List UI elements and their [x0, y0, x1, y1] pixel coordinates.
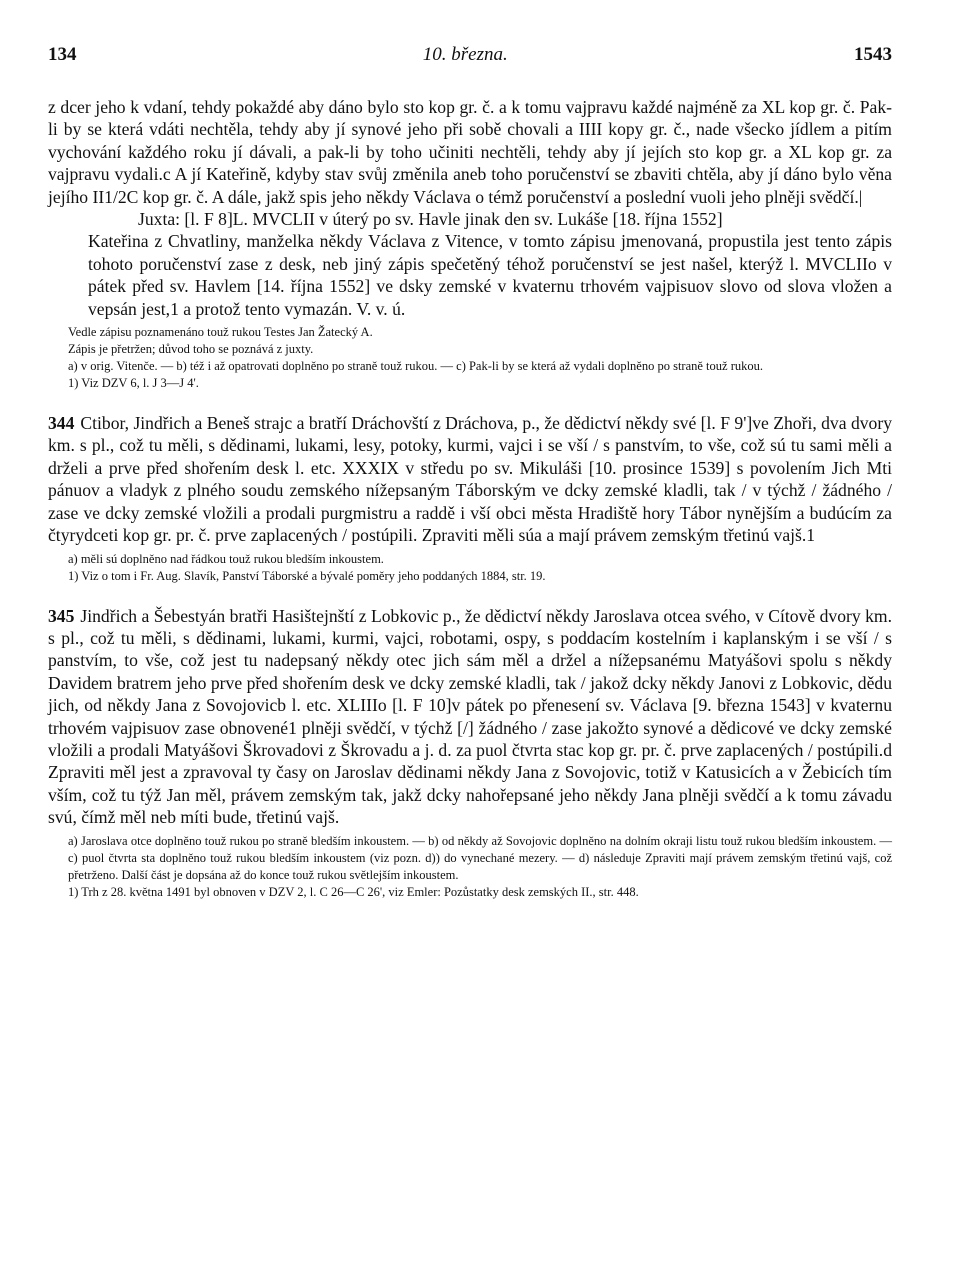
footnote-number: 1) Viz DZV 6, l. J 3—J 4'. [68, 376, 199, 391]
page [48, 44, 892, 901]
running-year: 1543 [853, 44, 892, 65]
editorial-note: Zápis je přetržen; důvod toho se poznává z juxty. [68, 342, 314, 357]
running-title: 10. března. [422, 44, 508, 65]
footnote-letter: a) v orig. Vitenče. — b) též i až opatrovati doplněno po straně touž rukou. — c) Pak-li by se která až vydali doplněno po straně touž rukou. [68, 359, 763, 374]
juxta-text: Kateřina z Chvatliny, manželka někdy Václava z Vitence, v tomto zápisu jmenovaná, propustila jest tento zápis tohoto poručenství zase z desk, neb jiný zápis spečetěný téhož poručenství se jest našel, kterýž l. MVCLIIo v pátek před sv. Havlem [14. října 1552] ve dsky zemské v kvaternu trhovém vajpisuov slovo od slova vložen a vepsán jest,1 a protož tento vymazán. V. v. ú. [88, 231, 892, 319]
entry-345 [48, 605, 892, 901]
footnote-number: 1) Trh z 28. května 1491 byl obnoven v DZV 2, l. C 26—C 26', viz Emler: Pozůstatky desk zemských II., str. 448. [68, 884, 639, 899]
running-header [48, 44, 892, 74]
page-number: 134 [48, 44, 77, 65]
entry-number: 344 [48, 413, 75, 434]
editorial-note: Vedle zápisu poznamenáno touž rukou Testes Jan Žatecký A. [68, 325, 373, 340]
footnote-number: 1) Viz o tom i Fr. Aug. Slavík, Panství Táborské a bývalé poměry jeho poddaných 1884, str. 19. [68, 568, 546, 583]
entry-text [48, 412, 892, 546]
entry-number: 345 [48, 605, 75, 626]
entry-body: Jindřich a Šebestyán bratři Hasištejnští z Lobkovic p., že dědictví někdy Jaroslava otcea svého, v Cítově dvory km. s pl., což tu měli, s dědinami, lukami, kurmi, vajci, robotami, ospy, s poddacím kostelním i kaplanským i se vší / s panstvím, to vše, což jest tu nadepsaný někdy otec jich sám měl a držel a nížepsanému Matyášovi spolu s někdy Davidem bratrem jeho prve před shořením desk ve dcky zemské kladli, tak / jakož dcky někdy Janovi z Lobkovic, dědu jich, od někdy Jana z Sovojovicb l. etc. XLIIIo [l. F 10]v pátek po přenesení sv. Václava [9. března 1543] v kvaternu trhovém vajpisuov zase obnovené1 plněji svědčí, v týchž [/] žádného / zase jakožto synové a dědicové ve dcky zemské vložili a prodali Matyášovi Škrovadovi z Škrovadu a j. d. za puol čtvrta stac kop gr. pr. č. prve zaplacených / postúpili.d Zpraviti měl jest a zpravoval ty časy on Jaroslav dědinami někdy Jana z Sovojovic, totiž v Katusicích a v Žebicích tím vším, což tu týž Jan měl, právem zemským tak, jakž dcky nahořepsané jeho někdy Jana plněji svědčí a k tomu závadu svú, čímž měl neb míti bude, třetinú vajš. [48, 605, 892, 828]
continuation-text: z dcer jeho k vdaní, tehdy pokaždé aby dáno bylo sto kop gr. č. a k tomu vajpravu každé najméně za XL kop gr. č. Pak-li by se která vdáti nechtěla, tehdy aby jí synové jeho při sobě chovali a IIII kopy gr. č., nade všecko jídlem a pitím vychování každého roku jí dávali, a pak-li by toho učiniti nechtěli, tehdy aby jí jejích sto kop gr. a XL kop gr. za vajpravu vydali.c A jí Kateřině, kdyby stav svůj změnila aneb toho poručenství se zbaviti chtěla, aby jí dáno bylo věna jejího II1/2C kop gr. č. A dále, jakž spis jeho někdy Václava o témž poručenství a poslední vuoli jeho plněji svědčí.| [48, 97, 892, 207]
footnote-letter: a) Jaroslava otce doplněno touž rukou po straně bledším inkoustem. — b) od někdy až Sovojovic doplněno na dolním okraji listu touž rukou bledším inkoustem. — c) puol čtvrta sta doplněno touž rukou bledším inkoustem (viz pozn. d)) do vynechané mezery. — d) následuje Zpraviti mají právem zemským třetinú vajš, což přetrženo. Další část je dopsána až do konce touž rukou světlejším inkoustem. [68, 833, 892, 882]
entry-344 [48, 412, 892, 584]
entry-body: Ctibor, Jindřich a Beneš strajc a bratří Dráchovští z Dráchova, p., že dědictví někdy své [l. F 9']ve Zhoři, dva dvory km. s pl., což tu měli, s dědinami, lukami, lesy, potoky, kurmi, vajci i se vší / s panstvím, to vše, což sú tu sami měli a drželi a prve před shořením desk l. etc. XXXIX v středu po sv. Mikuláši [10. prosince 1539] s povolením Jich Mti pánuov a vladyk z plného soudu zemského nížepsaným Táborským ve dcky zemské kladli, tak / v týchž / žádného / zase ve dcky zemské vložili a prodali purgmistru a raddě i vší obci města Hradiště hory Tábor nynějším a budúcím za čtyrydceti kop gr. pr. č. prve zaplacených / postúpili. Zpraviti měli súa a mají právem zemským třetinú vajš.1 [48, 413, 892, 546]
footnote-letter: a) měli sú doplněno nad řádkou touž rukou bledším inkoustem. [68, 551, 384, 566]
entry-text [48, 605, 892, 829]
juxta-heading: Juxta: [l. F 8]L. MVCLII v úterý po sv. Havle jinak den sv. Lukáše [18. října 1552] [138, 209, 723, 230]
